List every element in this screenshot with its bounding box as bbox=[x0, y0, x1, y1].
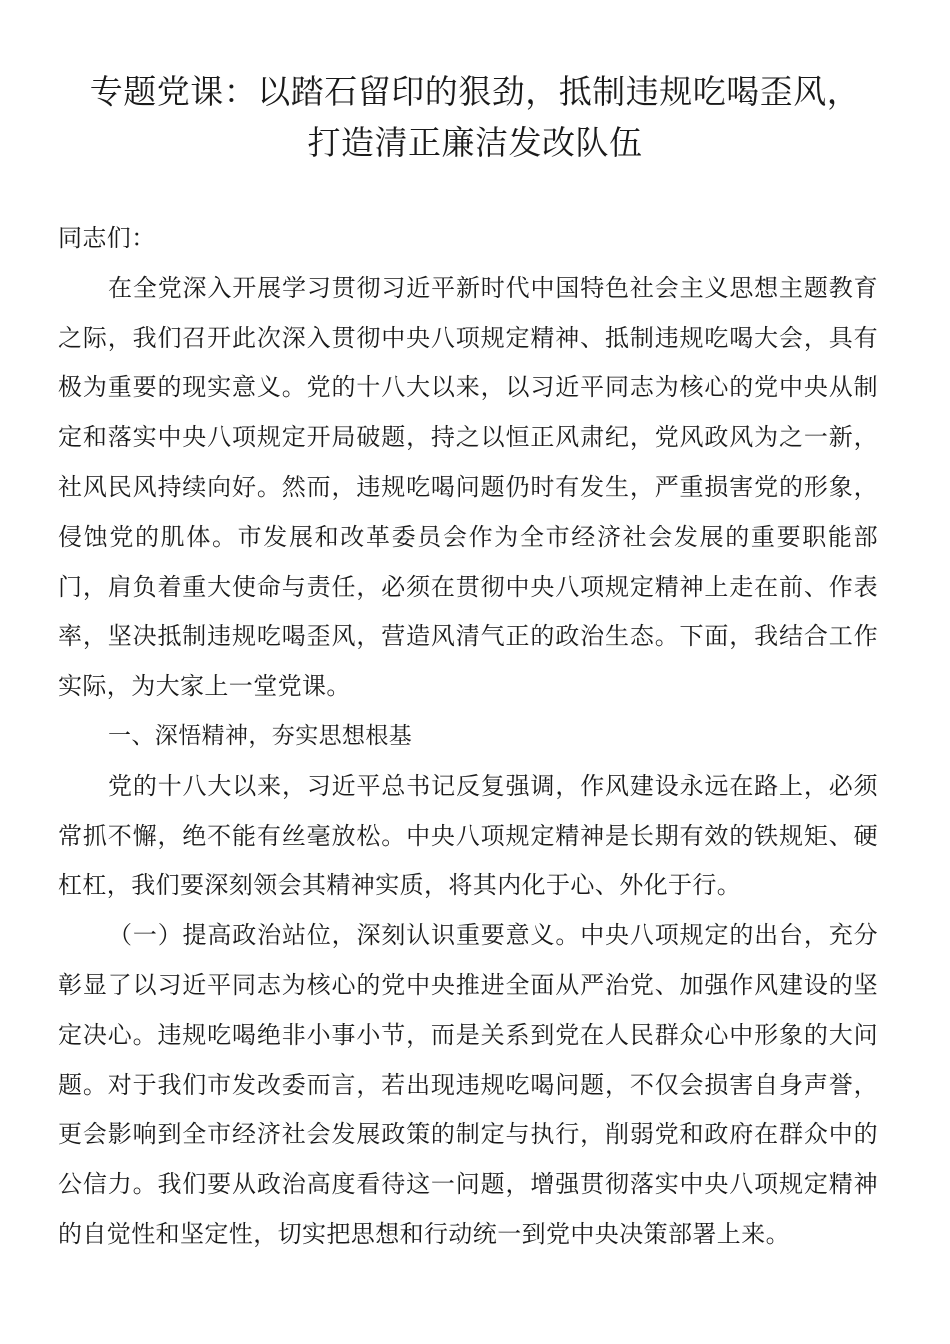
section-heading-1: 一、深悟精神，夯实思想根基 bbox=[108, 722, 413, 749]
paragraph-subsection-1: （一）提高政治站位，深刻认识重要意义。中央八项规定的出台，充分彰显了以习近平同志为核心的党中央推进全面从严治党、加强作风建设的坚定决心。违规吃喝绝非小事小节，而是关系到党在人民群众心中形象的大问题。对于我们市发改委而言，若出现违规吃喝问题，不仅会损害自身声誉，更会影响到全市经济社会发展政策的制定与执行，削弱党和政府在群众中的公信力。我们要从政治高度看待这一问题，增强贯彻落实中央八项规定精神的自觉性和坚定性，切实把思想和行动统一到党中央决策部署上来。 bbox=[58, 921, 878, 1248]
paragraph-intro: 在全党深入开展学习贯彻习近平新时代中国特色社会主义思想主题教育之际，我们召开此次深入贯彻中央八项规定精神、抵制违规吃喝大会，具有极为重要的现实意义。党的十八大以来，以习近平同志为核心的党中央从制定和落实中央八项规定开局破题，持之以恒正风肃纪，党风政风为之一新，社风民风持续向好。然而，违规吃喝问题仍时有发生，严重损害党的形象，侵蚀党的肌体。市发展和改革委员会作为全市经济社会发展的重要职能部门，肩负着重大使命与责任，必须在贯彻中央八项规定精神上走在前、作表率，坚决抵制违规吃喝歪风，营造风清气正的政治生态。下面，我结合工作实际，为大家上一堂党课。 bbox=[58, 273, 878, 701]
title-line-2: 打造清正廉洁发改队伍 bbox=[307, 123, 643, 162]
title-line-1: 专题党课：以踏石留印的狠劲，抵制违规吃喝歪风， bbox=[89, 72, 861, 111]
salutation: 同志们： bbox=[58, 224, 156, 252]
document-body bbox=[58, 214, 878, 1260]
paragraph-section-1: 党的十八大以来，习近平总书记反复强调，作风建设永远在路上，必须常抓不懈，绝不能有丝毫放松。中央八项规定精神是长期有效的铁规矩、硬杠杠，我们要深刻领会其精神实质，将其内化于心、外化于行。 bbox=[58, 771, 878, 900]
document-title bbox=[40, 66, 910, 168]
